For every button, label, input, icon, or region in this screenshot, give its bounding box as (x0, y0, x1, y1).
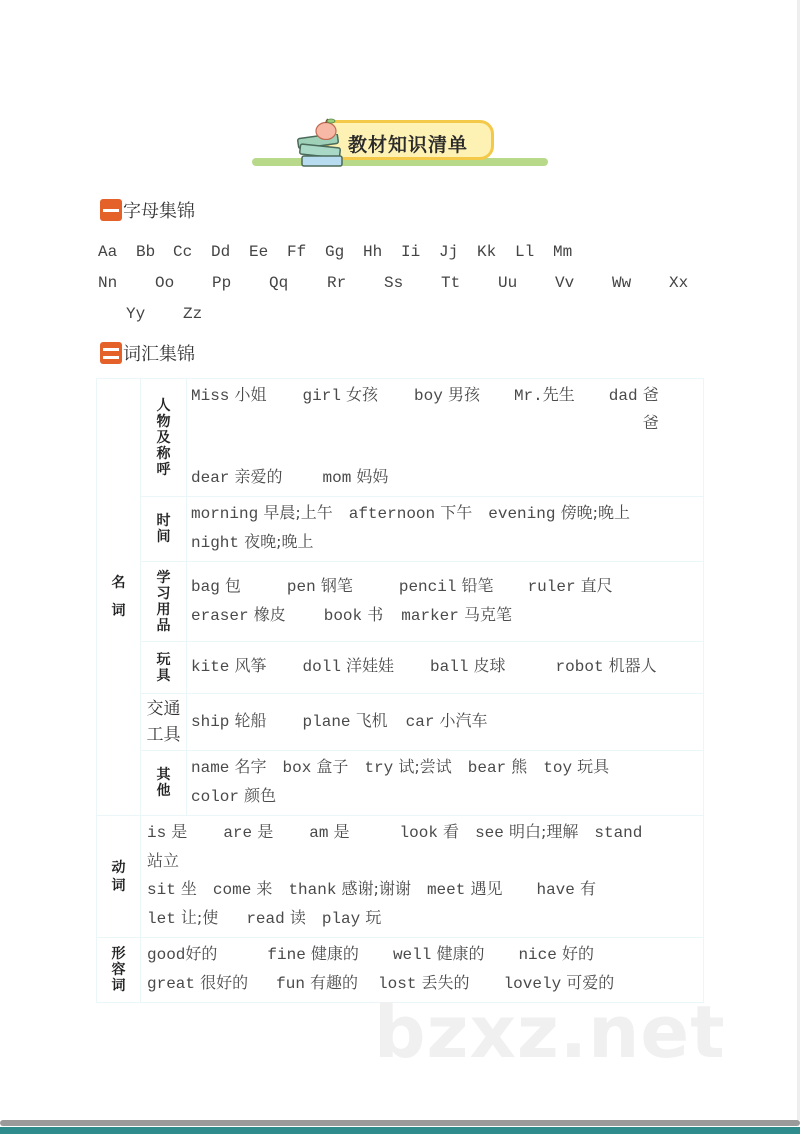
word-line (147, 847, 697, 875)
english-word: toy (543, 759, 573, 777)
letter-pair: Ww (612, 274, 632, 292)
word-line (191, 463, 697, 492)
table-row (97, 694, 704, 751)
english-word: is (147, 824, 167, 842)
subcategory-label: 玩具 (156, 651, 171, 684)
apple-icon (314, 118, 338, 140)
table-row (97, 816, 704, 938)
chinese-meaning: 可爱的 (566, 973, 615, 992)
word-cell (187, 497, 704, 562)
chinese-meaning: 盒子 (316, 757, 349, 776)
chinese-meaning: 橡皮 (253, 604, 286, 624)
section-title: 词汇集锦 (123, 344, 195, 365)
letter-pair: Hh (363, 243, 383, 261)
subcategory-stationery (141, 562, 187, 642)
word-line (191, 652, 697, 681)
english-word: Miss (191, 387, 230, 405)
chinese-meaning: 遇见 (470, 879, 503, 898)
chinese-meaning: 马克笔 (463, 604, 512, 624)
english-word: good (147, 946, 186, 964)
chinese-meaning: 铅笔 (461, 575, 494, 595)
english-word: lovely (503, 975, 562, 993)
section-number-one-icon (100, 199, 122, 221)
english-word: try (364, 759, 394, 777)
english-word: read (246, 910, 285, 928)
word-cell (187, 751, 704, 816)
english-word: fine (267, 946, 306, 964)
chinese-meaning: 直尺 (580, 575, 613, 595)
english-word: pencil (398, 577, 457, 596)
letter-pair: Ff (287, 243, 307, 261)
letter-pair: Ee (249, 243, 269, 261)
chinese-meaning: 是 (333, 822, 350, 841)
table-row (97, 379, 704, 497)
table-row (97, 642, 704, 694)
chinese-meaning: 感谢;谢谢 (341, 879, 411, 898)
chinese-meaning: 有 (579, 879, 596, 898)
chinese-meaning: 傍晚;晚上 (560, 503, 630, 522)
english-word: thank (288, 881, 337, 899)
table-row (97, 562, 704, 642)
english-word: night (191, 534, 240, 552)
chinese-meaning: 飞机 (355, 710, 388, 730)
chinese-meaning: 来 (256, 879, 273, 898)
word-line (147, 818, 697, 847)
category-label: 词 (111, 603, 126, 619)
chinese-meaning: 熊 (511, 757, 528, 776)
english-word: am (309, 824, 329, 842)
letter-pair: Nn (98, 274, 118, 292)
chinese-meaning: 夜晚;晚上 (244, 532, 314, 551)
chinese-meaning: 爸爸 (642, 385, 659, 432)
subcategory-transport (141, 694, 187, 751)
letter-pair: Bb (136, 243, 156, 261)
letter-pair: Gg (325, 243, 345, 261)
letter-pair: Rr (327, 274, 347, 292)
category-label: 动词 (111, 859, 126, 894)
word-line (191, 499, 697, 528)
english-word: ball (430, 658, 469, 676)
english-word: marker (401, 606, 459, 625)
section-header-vocabulary (100, 341, 195, 365)
english-word: lost (378, 975, 417, 993)
chinese-meaning: 丢失的 (421, 973, 470, 992)
chinese-meaning: 颜色 (244, 786, 277, 805)
chinese-meaning: 妈妈 (356, 467, 389, 486)
word-line (147, 875, 697, 904)
chinese-meaning: 好的 (561, 944, 594, 963)
chinese-meaning: 名字 (234, 757, 267, 776)
chinese-meaning: 小汽车 (439, 710, 488, 730)
chinese-meaning: 看 (443, 822, 460, 841)
english-word: ship (191, 712, 230, 731)
chinese-meaning: 包 (224, 575, 241, 595)
english-word: dad (608, 387, 638, 405)
english-word: look (399, 824, 438, 842)
english-word: have (536, 881, 575, 899)
letter-pair: Jj (439, 243, 459, 261)
letter-pair: Aa (98, 243, 118, 261)
english-word: car (405, 712, 435, 731)
chinese-meaning: 亲爱的 (234, 467, 283, 486)
chinese-meaning: 站立 (147, 851, 180, 870)
letter-pair: Kk (477, 243, 497, 261)
letter-pair: Ii (401, 243, 421, 261)
english-word: box (282, 759, 312, 777)
section-header-letters (100, 198, 195, 222)
english-word: bag (191, 577, 220, 596)
word-line (191, 601, 697, 630)
subcategory-label: 交通工具 (146, 699, 181, 745)
subcategory-others (141, 751, 187, 816)
letter-pair: Uu (498, 274, 518, 292)
english-word: are (223, 824, 253, 842)
word-line (191, 381, 697, 437)
section-title: 字母集锦 (123, 201, 195, 222)
horizontal-scrollbar[interactable] (0, 1120, 800, 1126)
subcategory-label: 时间 (156, 513, 171, 545)
english-word: eraser (191, 606, 249, 625)
section-banner (252, 116, 548, 172)
english-word: book (323, 606, 363, 625)
letter-pair: Yy (126, 305, 146, 323)
letter-pair: Tt (441, 274, 461, 292)
chinese-meaning: 试;尝试 (398, 757, 452, 776)
english-word: see (475, 824, 504, 842)
english-word: Mr. (513, 387, 543, 405)
english-word: play (321, 910, 361, 928)
word-line (191, 707, 697, 736)
chinese-meaning: 早晨;上午 (263, 503, 333, 522)
word-line (191, 753, 697, 782)
english-word: bear (467, 759, 507, 777)
english-word: fun (276, 975, 305, 993)
chinese-meaning: 玩具 (577, 757, 610, 776)
chinese-meaning: 很好的 (200, 973, 249, 992)
english-word: doll (302, 658, 341, 676)
english-word: robot (555, 658, 604, 676)
word-line (147, 940, 697, 969)
letter-pair: Qq (269, 274, 289, 292)
chinese-meaning: 坐 (180, 879, 197, 898)
english-word: great (147, 975, 196, 993)
chinese-meaning: 是 (171, 822, 188, 841)
chinese-meaning: 下午 (440, 503, 473, 522)
word-line (191, 572, 697, 601)
chinese-meaning: 健康的 (436, 944, 485, 963)
section-number-two-icon (100, 342, 122, 364)
english-word: well (392, 946, 432, 964)
english-word: mom (322, 469, 352, 487)
letter-pair: Cc (173, 243, 193, 261)
english-word: color (191, 788, 240, 806)
english-word: girl (302, 387, 341, 405)
category-label: 名 (111, 575, 126, 591)
letter-pair: Vv (555, 274, 575, 292)
word-line (191, 528, 697, 557)
chinese-meaning: 读 (289, 908, 306, 927)
word-cell (187, 694, 704, 751)
letter-pair: Pp (212, 274, 232, 292)
word-cell (187, 562, 704, 642)
english-word: meet (426, 881, 466, 899)
english-word: morning (191, 505, 259, 523)
english-word: ruler (527, 577, 576, 596)
category-label: 形容词 (111, 946, 126, 994)
subcategory-label: 其他 (156, 767, 171, 799)
chinese-meaning: 皮球 (473, 656, 506, 675)
chinese-meaning: 玩 (365, 908, 382, 927)
desktop-background-strip (0, 1127, 800, 1134)
letter-pair: Ss (384, 274, 404, 292)
word-cell (141, 816, 704, 938)
chinese-meaning: 书 (367, 604, 384, 624)
english-word: dear (191, 469, 230, 487)
chinese-meaning: 好的 (185, 944, 218, 963)
english-word: evening (488, 505, 556, 523)
chinese-meaning: 男孩 (447, 385, 480, 404)
vocabulary-table (96, 378, 704, 1003)
chinese-meaning: 明白;理解 (508, 822, 579, 841)
subcategory-toys (141, 642, 187, 694)
english-word: plane (302, 712, 351, 731)
word-line (147, 904, 697, 933)
english-word: sit (147, 881, 176, 899)
word-cell (187, 642, 704, 694)
english-word: stand (594, 824, 643, 842)
english-word: pen (286, 577, 316, 596)
chinese-meaning: 小姐 (234, 385, 267, 404)
letter-pair: Zz (183, 305, 203, 323)
subcategory-label: 人物及称呼 (156, 397, 171, 478)
table-row (97, 751, 704, 816)
subcategory-time (141, 497, 187, 562)
chinese-meaning: 轮船 (234, 710, 267, 730)
chinese-meaning: 让;使 (180, 908, 219, 927)
category-verb (97, 816, 141, 938)
english-word: come (212, 881, 252, 899)
english-word: name (191, 759, 230, 777)
letter-pair: Oo (155, 274, 175, 292)
chinese-meaning: 钢笔 (320, 575, 353, 595)
letter-pair: Xx (669, 274, 689, 292)
chinese-meaning: 有趣的 (310, 973, 359, 992)
chinese-meaning: 是 (257, 822, 274, 841)
english-word: boy (414, 387, 443, 405)
letter-pair: Dd (211, 243, 231, 261)
chinese-meaning: 风筝 (234, 656, 267, 675)
english-word: let (147, 910, 176, 928)
watermark-text: bzxz.net (374, 990, 726, 1074)
subcategory-label: 学习用品 (156, 569, 171, 634)
subcategory-people (141, 379, 187, 497)
chinese-meaning: 机器人 (608, 656, 657, 675)
chinese-meaning: 先生 (542, 385, 575, 404)
chinese-meaning: 健康的 (310, 944, 359, 963)
banner-title: 教材知识清单 (348, 134, 469, 156)
letter-pair: Mm (553, 243, 573, 261)
chinese-meaning: 女孩 (346, 385, 379, 404)
category-noun (97, 379, 141, 816)
word-cell (187, 379, 704, 497)
table-row (97, 497, 704, 562)
english-word: afternoon (348, 505, 436, 523)
chinese-meaning: 洋娃娃 (346, 656, 395, 675)
letter-pair: Ll (515, 243, 535, 261)
english-word: nice (518, 946, 557, 964)
word-line (191, 782, 697, 811)
category-adjective (97, 938, 141, 1003)
english-word: kite (191, 658, 230, 676)
